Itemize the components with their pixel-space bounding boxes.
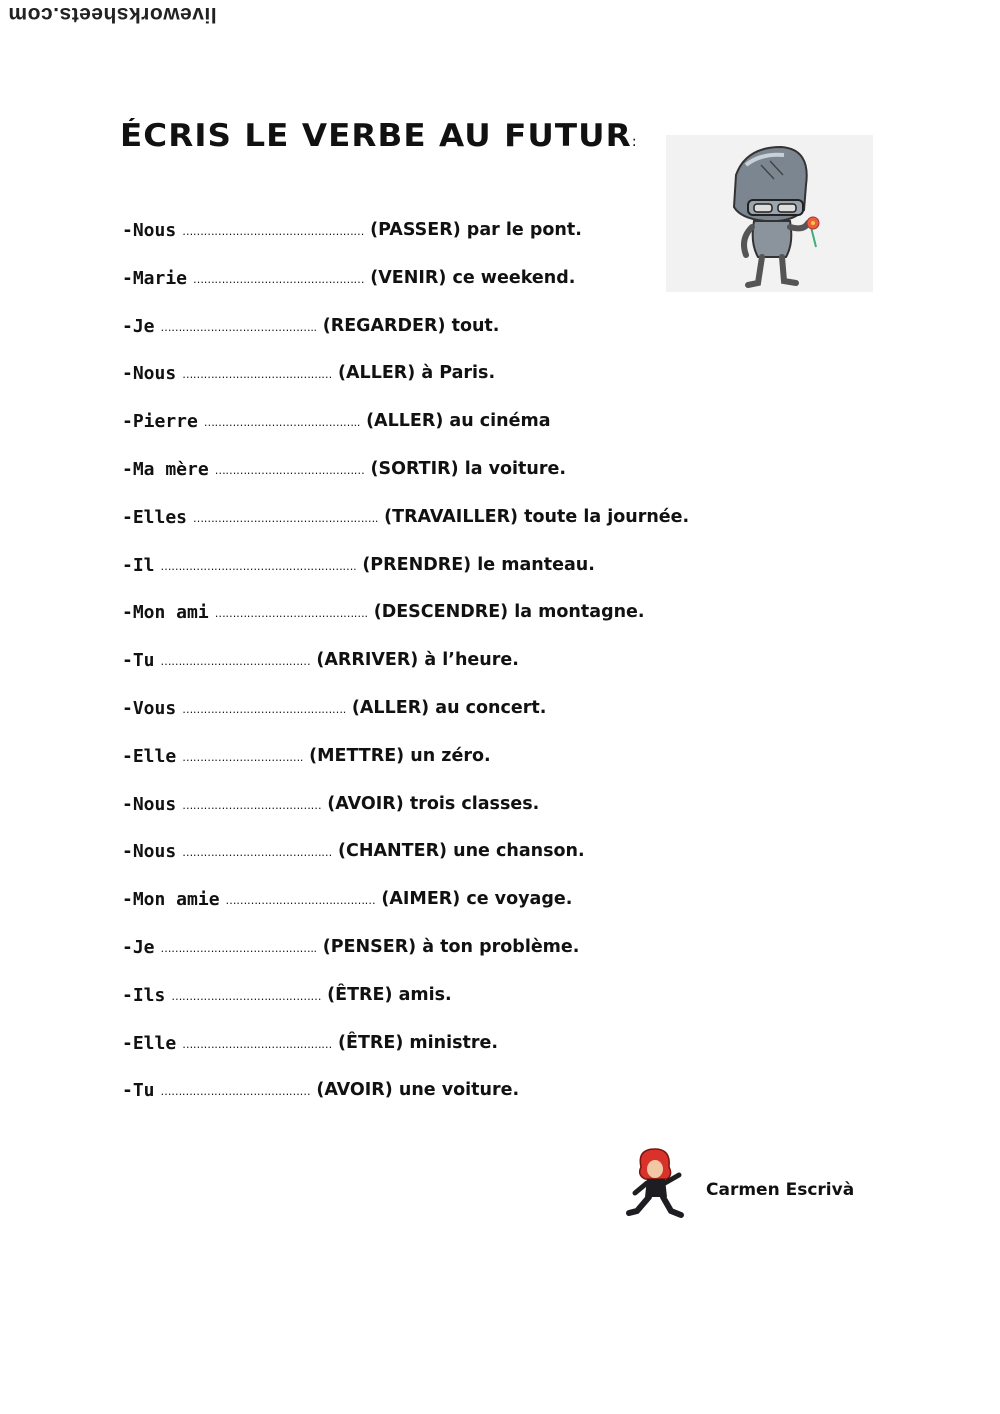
title-text: ÉCRIS LE VERBE AU FUTUR — [120, 118, 632, 154]
subject: -Mon amie — [122, 889, 220, 911]
answer-blank[interactable]: …………………………………… — [225, 894, 376, 908]
exercise-line — [122, 841, 762, 889]
answer-blank[interactable]: …………………………………………… — [182, 225, 365, 238]
verb-hint: (VENIR) ce weekend. — [370, 267, 576, 288]
exercise-line — [122, 698, 762, 746]
verb-hint: (CHANTER) une chanson. — [338, 841, 585, 862]
watermark: liveworksheets.com — [8, 3, 217, 26]
subject: -Tu — [122, 650, 155, 672]
subject: -Tu — [122, 1080, 155, 1102]
exercise-line — [122, 268, 762, 316]
page-title — [120, 118, 638, 154]
exercise-line — [122, 1033, 762, 1081]
exercise-line — [122, 363, 762, 411]
answer-blank[interactable]: …………………………………….. — [160, 941, 317, 955]
answer-blank[interactable]: …………………………………… — [182, 368, 332, 382]
exercise-line — [122, 602, 762, 650]
subject: -Nous — [122, 841, 177, 863]
verb-hint: (METTRE) un zéro. — [309, 745, 491, 766]
subject: -Nous — [122, 793, 177, 815]
answer-blank[interactable]: ……………………………………. — [214, 607, 368, 621]
answer-blank[interactable]: …………………………………….. — [160, 320, 317, 334]
verb-hint: (AIMER) ce voyage. — [381, 889, 573, 910]
verb-hint: (ALLER) à Paris. — [338, 363, 496, 384]
answer-blank[interactable]: …………………………………… — [214, 463, 365, 477]
exercise-line — [122, 650, 762, 698]
answer-blank[interactable]: ………………………………………… — [193, 272, 365, 286]
verb-hint: (ALLER) au concert. — [351, 697, 547, 718]
subject: -Pierre — [122, 411, 198, 433]
subject: -Il — [122, 554, 155, 576]
answer-blank[interactable]: ……………………………………………. — [193, 511, 379, 525]
answer-blank[interactable]: ……………………………. — [182, 750, 304, 764]
subject: -Je — [122, 315, 155, 337]
exercise-list — [122, 220, 762, 1128]
exercise-line — [122, 889, 762, 937]
exercise-line — [122, 220, 762, 268]
subject: -Je — [122, 936, 155, 958]
exercise-line — [122, 937, 762, 985]
exercise-line — [122, 1080, 762, 1128]
subject: -Marie — [122, 267, 188, 289]
verb-hint: (REGARDER) tout. — [322, 315, 500, 336]
answer-blank[interactable]: ………………………………………. — [182, 702, 346, 716]
verb-hint: (ÊTRE) amis. — [327, 984, 452, 1005]
exercise-line — [122, 507, 762, 555]
subject: -Elles — [122, 506, 188, 528]
verb-hint: (AVOIR) trois classes. — [327, 793, 540, 814]
verb-hint: (ALLER) au cinéma — [366, 411, 551, 432]
verb-hint: (ÊTRE) ministre. — [338, 1032, 499, 1053]
answer-blank[interactable]: ………………………………………………. — [160, 559, 357, 573]
answer-blank[interactable]: …………………………………… — [160, 655, 311, 669]
verb-hint: (SORTIR) la voiture. — [370, 458, 566, 479]
author-name: Carmen Escrivà — [706, 1180, 855, 1200]
author-avatar-icon — [623, 1145, 691, 1223]
exercise-line — [122, 794, 762, 842]
verb-hint: (AVOIR) une voiture. — [316, 1080, 520, 1101]
subject: -Elle — [122, 1032, 177, 1054]
answer-blank[interactable]: …………………………………… — [182, 1037, 332, 1051]
subject: -Ils — [122, 984, 166, 1006]
exercise-line — [122, 985, 762, 1033]
title-colon: : — [631, 134, 638, 150]
exercise-line — [122, 411, 762, 459]
subject: -Nous — [122, 363, 177, 385]
exercise-line — [122, 316, 762, 364]
subject: -Ma mère — [122, 458, 209, 480]
subject: -Nous — [122, 220, 177, 241]
answer-blank[interactable]: …………………………………… — [160, 1085, 311, 1099]
answer-blank[interactable]: …………………………………… — [171, 989, 322, 1003]
verb-hint: (PENSER) à ton problème. — [322, 936, 580, 957]
answer-blank[interactable]: …………………………………… — [182, 846, 332, 860]
subject: -Mon ami — [122, 602, 209, 624]
verb-hint: (DESCENDRE) la montagne. — [373, 602, 645, 623]
answer-blank[interactable]: ………………………………… — [182, 798, 322, 812]
verb-hint: (TRAVAILLER) toute la journée. — [384, 506, 690, 527]
exercise-line — [122, 555, 762, 603]
subject: -Vous — [122, 697, 177, 719]
exercise-line — [122, 746, 762, 794]
subject: -Elle — [122, 745, 177, 767]
verb-hint: (ARRIVER) à l’heure. — [316, 650, 519, 671]
verb-hint: (PASSER) par le pont. — [370, 220, 582, 240]
verb-hint: (PRENDRE) le manteau. — [362, 554, 595, 575]
answer-blank[interactable]: …………………………………….. — [203, 416, 361, 430]
exercise-line — [122, 459, 762, 507]
